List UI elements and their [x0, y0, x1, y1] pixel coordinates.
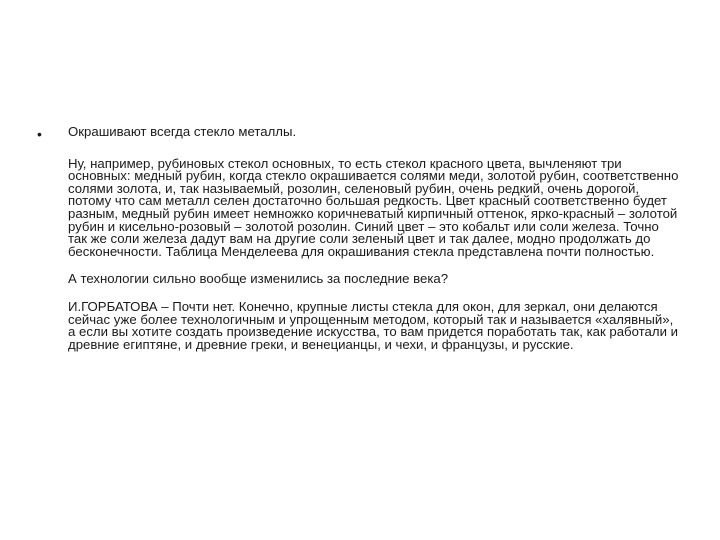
paragraph-question: А технологии сильно вообще изменились за последние века?	[68, 271, 449, 287]
paragraph-answer: И.ГОРБАТОВА – Почти нет. Конечно, крупные листы стекла для окон, для зеркал, они делаются сейчас уже более технологичным и упрощенным методом, который так и называется «халявный», а если вы хотите создать произведение искусства, то вам придется поработать так, как работали и древние египтяне, и древние греки, и венецианцы, и чехи, и французы, и русские.	[68, 298, 678, 352]
paragraph-ruby-glass: Ну, например, рубиновых стекол основных, то есть стекол красного цвета, вычленяют три основных: медный рубин, когда стекло окрашивается солями меди, золотой рубин, соответственно солями золота, и, так называемый, розолин, селеновый рубин, очень редкий, очень дорогой, потому что сам металл селен достаточно большая редкость. Цвет красный соответственно будет разным, медный рубин имеет немножко коричневатый кирпичный оттенок, ярко-красный – золотой рубин и кисельно-розовый – золотой розолин. Синий цвет – это кобальт или соли железа. Точно так же соли железа дадут вам на другие соли зеленый цвет и так далее, модно продолжать до бесконечности. Таблица Менделеева для окрашивания стекла представлена почти полностью.	[68, 155, 679, 259]
paragraph-intro: Окрашивают всегда стекло металлы.	[68, 124, 297, 139]
slide-text-body	[68, 126, 680, 366]
bullet-marker: •	[37, 126, 42, 142]
